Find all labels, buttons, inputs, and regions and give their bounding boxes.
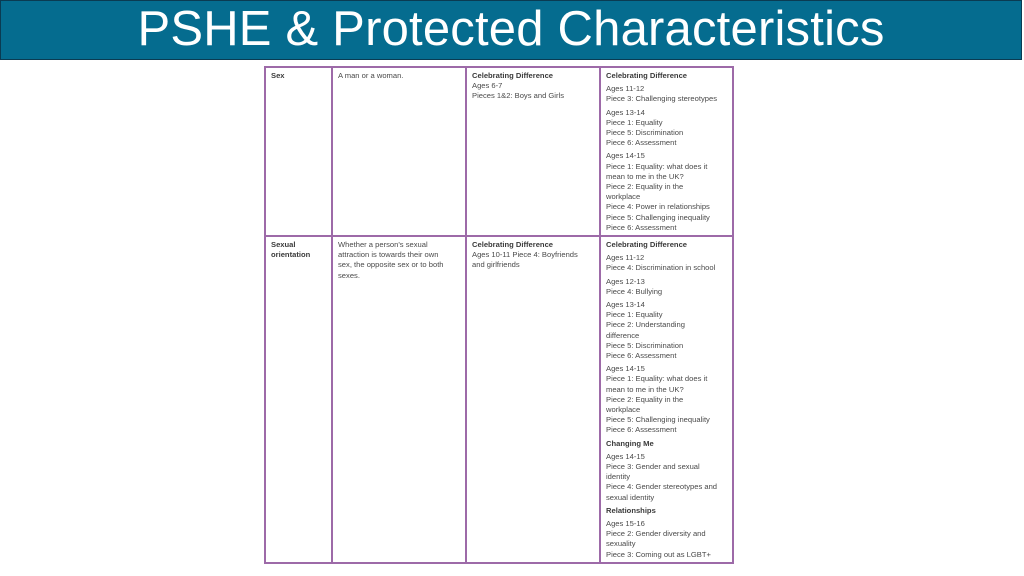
primary-line: Pieces 1&2: Boys and Girls	[472, 91, 565, 101]
primary-heading: Celebrating Difference	[472, 240, 554, 249]
slide-title: PSHE & Protected Characteristics	[137, 1, 885, 56]
piece-line: Piece 1: Equality: what does it	[606, 374, 708, 384]
characteristic-name-line: Sexual	[271, 240, 296, 249]
piece-line: Piece 5: Challenging inequality	[606, 415, 710, 425]
age-label: Ages 11-12	[606, 84, 645, 94]
piece-line: Piece 6: Assessment	[606, 138, 677, 148]
piece-line: Piece 1: Equality	[606, 310, 663, 320]
age-label: Ages 14-15	[606, 364, 645, 374]
definition-cell	[332, 236, 466, 562]
age-group	[606, 452, 727, 503]
piece-line: difference	[606, 330, 640, 340]
characteristic-name-line: orientation	[271, 250, 311, 260]
age-label: Ages 14-15	[606, 151, 645, 161]
primary-line: and girlfriends	[472, 260, 520, 270]
piece-line: Piece 2: Gender diversity and	[606, 529, 706, 539]
piece-line: Piece 2: Equality in the	[606, 182, 684, 192]
piece-line: Piece 4: Power in relationships	[606, 202, 710, 212]
secondary-heading: Changing Me	[606, 438, 654, 448]
piece-line: workplace	[606, 192, 641, 202]
piece-line: Piece 5: Challenging inequality	[606, 212, 710, 222]
secondary-cell	[600, 236, 732, 562]
age-label: Ages 13-14	[606, 300, 645, 310]
characteristic-cell	[266, 236, 332, 562]
piece-line: Piece 4: Discrimination in school	[606, 263, 716, 273]
age-label: Ages 14-15	[606, 451, 645, 461]
age-group	[606, 84, 727, 104]
piece-line: Piece 3: Gender and sexual	[606, 462, 700, 472]
definition-line: Whether a person's sexual	[338, 240, 428, 249]
primary-cell	[466, 236, 600, 562]
age-group	[606, 519, 727, 560]
piece-line: Piece 4: Bullying	[606, 286, 663, 296]
age-group	[606, 151, 727, 233]
document-image	[264, 66, 734, 564]
table-row-sexual-orientation	[266, 236, 732, 562]
age-label: Ages 11-12	[606, 253, 645, 263]
age-label: Ages 15-16	[606, 519, 645, 529]
piece-line: workplace	[606, 405, 641, 415]
secondary-heading: Relationships	[606, 505, 656, 515]
piece-line: Piece 3: Coming out as LGBT+	[606, 549, 711, 559]
characteristics-table	[266, 68, 732, 562]
piece-line: sexuality	[606, 539, 636, 549]
piece-line: mean to me in the UK?	[606, 384, 684, 394]
piece-line: sexual identity	[606, 492, 655, 502]
age-group	[606, 277, 727, 297]
piece-line: Piece 5: Discrimination	[606, 340, 684, 350]
piece-line: Piece 1: Equality: what does it	[606, 161, 708, 171]
age-label: Ages 13-14	[606, 107, 645, 117]
age-label: Ages 12-13	[606, 276, 645, 286]
characteristic-name: Sex	[271, 71, 285, 80]
piece-line: Piece 4: Gender stereotypes and	[606, 482, 718, 492]
primary-cell	[466, 68, 600, 236]
title-banner	[0, 0, 1022, 60]
piece-line: Piece 6: Assessment	[606, 425, 677, 435]
age-group	[606, 108, 727, 149]
piece-line: Piece 2: Understanding	[606, 320, 685, 330]
piece-line: Piece 5: Discrimination	[606, 128, 684, 138]
piece-line: Piece 1: Equality	[606, 117, 663, 127]
definition-text: A man or a woman.	[338, 71, 404, 80]
piece-line: Piece 2: Equality in the	[606, 394, 684, 404]
definition-line: sex, the opposite sex or to both	[338, 260, 444, 270]
piece-line: identity	[606, 472, 631, 482]
definition-line: sexes.	[338, 270, 360, 280]
table-row-sex	[266, 68, 732, 236]
definition-line: attraction is towards their own	[338, 250, 439, 260]
age-group	[606, 300, 727, 361]
piece-line: Piece 3: Challenging stereotypes	[606, 94, 718, 104]
primary-line: Ages 10-11 Piece 4: Boyfriends	[472, 250, 578, 260]
age-group	[606, 253, 727, 273]
secondary-heading: Celebrating Difference	[606, 71, 688, 80]
piece-line: Piece 6: Assessment	[606, 351, 677, 361]
secondary-heading: Celebrating Difference	[606, 240, 688, 249]
primary-line: Ages 6-7	[472, 81, 503, 91]
piece-line: Piece 6: Assessment	[606, 222, 677, 232]
piece-line: mean to me in the UK?	[606, 171, 684, 181]
definition-cell	[332, 68, 466, 236]
characteristic-cell	[266, 68, 332, 236]
age-group	[606, 364, 727, 435]
primary-heading: Celebrating Difference	[472, 71, 554, 80]
secondary-cell	[600, 68, 732, 236]
